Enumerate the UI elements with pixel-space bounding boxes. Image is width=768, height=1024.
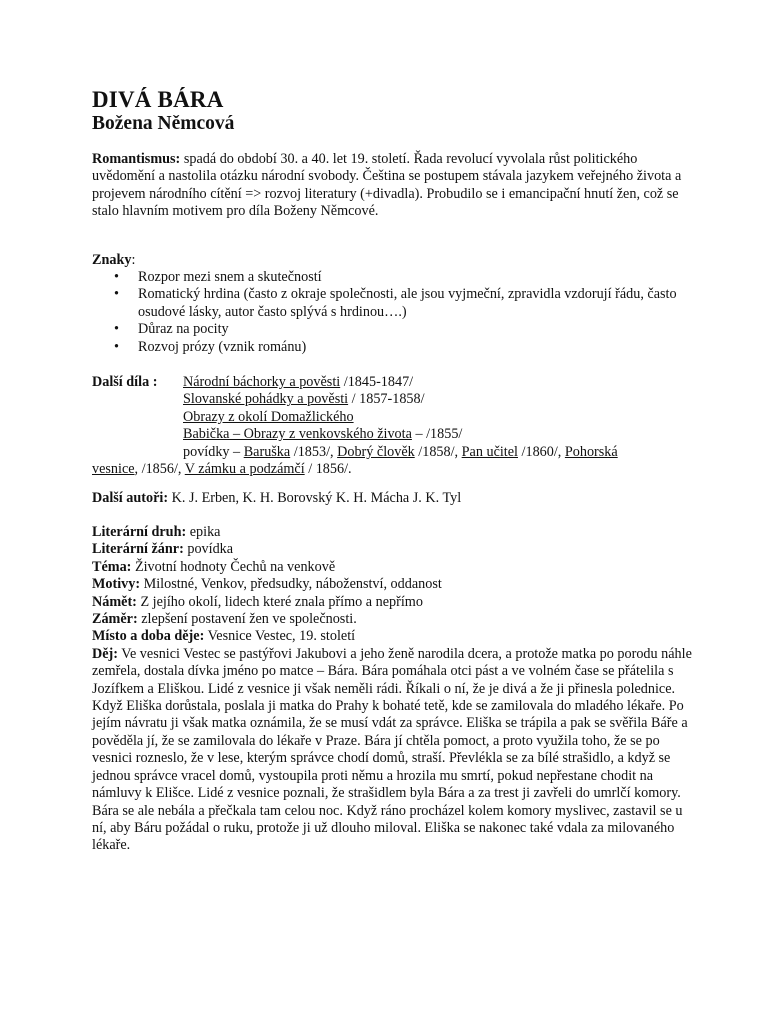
info-label: Záměr: bbox=[92, 611, 138, 628]
znaky-label: Znaky bbox=[92, 252, 132, 268]
list-item-text: Důraz na pocity bbox=[138, 321, 229, 338]
work-row bbox=[183, 409, 693, 426]
other-authors-text: K. J. Erben, K. H. Borovský K. H. Mácha J. K. Tyl bbox=[168, 490, 462, 506]
bullet-icon: • bbox=[114, 338, 119, 355]
info-label: Téma: bbox=[92, 558, 132, 575]
plot-text: Ve vesnici Vestec se pastýřovi Jakubovi a jeho ženě narodila dcera, a protože matka po porodu náhle zemřela, dostala dívka jméno po matce – Bára. Bára pomáhala otci pást a ve volném čase se přátelila s Jozífkem a Eliškou. Lidé z vesnice ji však neměli rádi. Říkali o ní, že je divá a že ji přinesla polednice. Když Eliška dorůstala, poslala ji matka do Prahy k bohaté tetě, kde se zamilovala do mladého lékaře. Po jejím návratu ji však matka oznámila, že se musí vdát za správce. Eliška se trápila a pak se svěřila Báře a pověděla jí, že se zamilovala do lékaře v Praze. Bára jí chtěla pomoct, a proto využila toho, že se po vesnici rozneslo, že v lese, kterým správce chodí domů, straší. Převlékla se za bílé strašidlo, a když se jednou správce vracel domů, vystoupila proti němu a hrozila mu smrtí, pokud nepřestane chodit na námluvy k Elišce. Lidé z vesnice poznali, že strašidlem byla Bára a za trest ji zavřeli do umrlčí komory. Bára se ale nebála a přečkala tam celou noc. Když ráno procházel kolem komory myslivec, zastavil se u ní, aby Báru požádal o ruku, protože ji už dlouho miloval. Eliška se nakonec také vdala za milovaného lékaře. bbox=[92, 645, 692, 854]
work-years: /1860/, bbox=[517, 443, 565, 460]
info-value: Milostné, Venkov, předsudky, náboženství, oddanost bbox=[140, 576, 442, 593]
work-years: / 1857-1858/ bbox=[348, 391, 425, 408]
plot-paragraph bbox=[92, 646, 692, 855]
info-label: Námět: bbox=[92, 593, 137, 610]
work-row bbox=[92, 461, 693, 478]
author-name: Božena Němcová bbox=[92, 113, 235, 134]
info-value: Životní hodnoty Čechů na venkově bbox=[131, 558, 336, 575]
work-row bbox=[183, 391, 693, 408]
info-label: Literární druh: bbox=[92, 524, 187, 540]
work-link[interactable]: Slovanské pohádky a pověsti bbox=[183, 391, 349, 408]
bullet-icon: • bbox=[114, 321, 119, 338]
info-row-intent bbox=[92, 611, 692, 628]
info-row-theme bbox=[92, 559, 692, 576]
info-row-motifs bbox=[92, 576, 692, 593]
znaky-list bbox=[92, 269, 692, 356]
stories-prefix: povídky – bbox=[183, 443, 244, 460]
other-works-label: Další díla : bbox=[92, 374, 158, 390]
list-item-text: Rozvoj prózy (vznik románu) bbox=[138, 338, 307, 355]
work-row bbox=[183, 426, 693, 443]
other-authors-paragraph bbox=[92, 490, 692, 507]
romanticism-paragraph bbox=[92, 151, 692, 221]
work-link[interactable]: Dobrý člověk bbox=[337, 443, 415, 460]
info-value: Vesnice Vestec, 19. století bbox=[204, 628, 356, 645]
list-item bbox=[92, 269, 692, 286]
info-value: Z jejího okolí, lidech které znala přímo a nepřímo bbox=[136, 593, 423, 610]
list-item bbox=[92, 286, 692, 321]
work-years: – /1855/ bbox=[411, 426, 463, 443]
info-row-subject bbox=[92, 594, 692, 611]
romanticism-text: spadá do období 30. a 40. let 19. století. Řada revolucí vyvolala růst politického uvědomění a nastolila otázku národní svobody. Čeština se postupem stávala jazykem veřejného života a projevem národního cítění => rozvoj literatury (+divadla). Probudilo se i emancipační hnutí žen, což se stalo hlavním motivem pro díla Boženy Němcové. bbox=[92, 151, 682, 220]
list-item bbox=[92, 321, 692, 338]
work-row bbox=[183, 374, 693, 391]
work-link[interactable]: Babička – Obrazy z venkovského života bbox=[183, 426, 412, 443]
info-value: epika bbox=[186, 524, 221, 540]
info-label: Místo a doba děje: bbox=[92, 628, 205, 645]
info-value: zlepšení postavení žen ve společnosti. bbox=[137, 611, 357, 628]
bullet-icon: • bbox=[114, 269, 119, 285]
list-item bbox=[92, 339, 692, 356]
work-years: /1858/, bbox=[414, 443, 462, 460]
znaky-colon: : bbox=[131, 252, 136, 268]
literary-info-section bbox=[92, 524, 692, 855]
work-years: /1845-1847/ bbox=[340, 374, 414, 390]
info-row-setting bbox=[92, 628, 692, 645]
document-title: DIVÁ BÁRA bbox=[92, 87, 224, 112]
info-label: Děj: bbox=[92, 645, 118, 662]
info-value: povídka bbox=[183, 541, 234, 558]
info-label: Motivy: bbox=[92, 576, 141, 593]
work-row bbox=[183, 444, 693, 461]
znaky-heading bbox=[92, 252, 692, 269]
list-item-text: Romatický hrdina (často z okraje společnosti, ale jsou vyjmeční, zpravidla vzdorují řádu, často osudové lásky, autor často splývá s hrdinou….) bbox=[138, 286, 677, 320]
work-years: / 1856/. bbox=[304, 461, 352, 478]
work-link[interactable]: V zámku a podzámčí bbox=[184, 461, 305, 478]
list-item-text: Rozpor mezi snem a skutečností bbox=[138, 269, 322, 285]
work-link[interactable]: vesnice bbox=[92, 461, 135, 478]
work-link[interactable]: Baruška bbox=[243, 443, 291, 460]
info-row-genre-type bbox=[92, 524, 692, 541]
work-link[interactable]: Pohorská bbox=[564, 443, 618, 460]
bullet-icon: • bbox=[114, 286, 119, 303]
work-years: /1853/, bbox=[290, 443, 338, 460]
info-label: Literární žánr: bbox=[92, 541, 184, 558]
work-link[interactable]: Národní báchorky a pověsti bbox=[183, 374, 341, 390]
romanticism-label: Romantismus: bbox=[92, 151, 181, 167]
work-link[interactable]: Pan učitel bbox=[461, 443, 518, 460]
work-link[interactable]: Obrazy z okolí Domažlického bbox=[183, 408, 354, 425]
info-row-genre bbox=[92, 541, 692, 558]
work-years: , /1856/, bbox=[134, 461, 185, 478]
other-authors-label: Další autoři: bbox=[92, 490, 169, 506]
